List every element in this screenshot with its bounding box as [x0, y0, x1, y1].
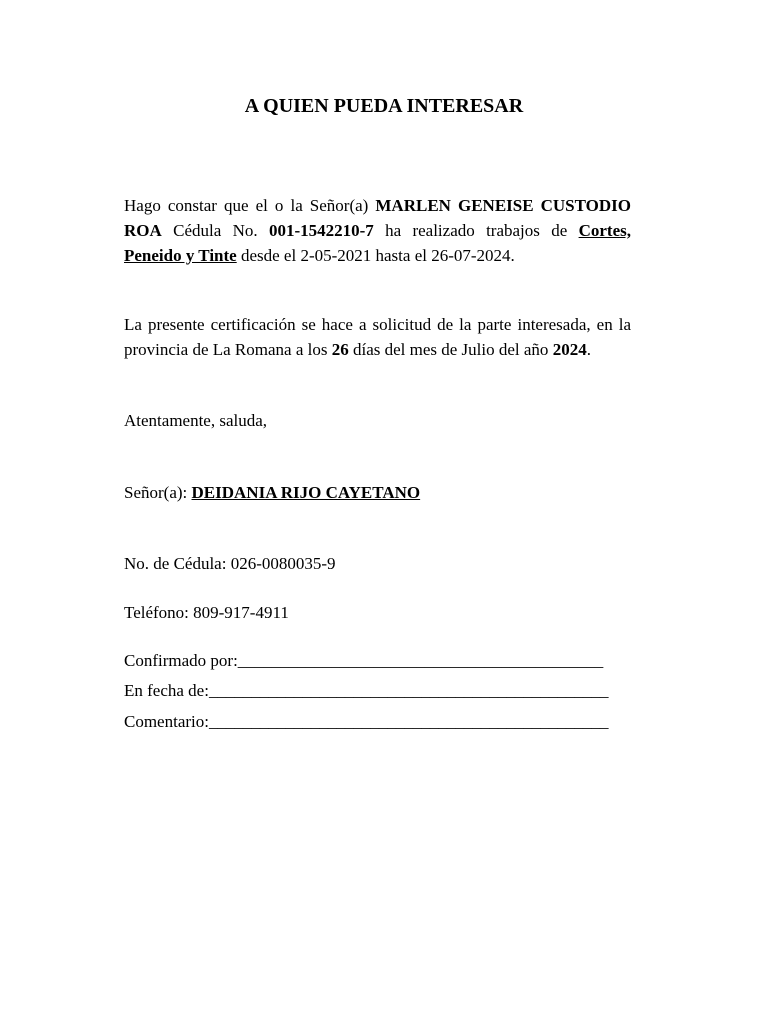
- paragraph-line-1: [124, 193, 631, 218]
- signer-line: [124, 480, 631, 505]
- comment-field: Comentario:_______________________________________________: [124, 712, 609, 731]
- worker-name-part2: ROA: [124, 221, 162, 240]
- signer-cedula: No. de Cédula: 026-0080035-9: [124, 554, 336, 573]
- day-value: 26: [331, 340, 349, 359]
- date-range-text: desde el 2-05-2021 hasta el 26-07-2024.: [236, 246, 515, 265]
- signer-name: DEIDANIA RIJO CAYETANO: [191, 483, 421, 502]
- signer-label: Señor(a):: [124, 483, 192, 502]
- closing-salutation: Atentamente, saluda,: [124, 411, 268, 430]
- paragraph-line-3: [124, 243, 631, 268]
- confirmed-by-field: Confirmado por:___________________________________________: [124, 651, 604, 670]
- request-text: La presente certificación se hace a solicitud de la parte interesada, en la provincia de La Romana a los: [124, 315, 631, 359]
- cedula-label: Cédula No.: [161, 221, 269, 240]
- work-type-part2: Peneido y Tinte: [124, 246, 237, 265]
- year-value: 2024: [552, 340, 587, 359]
- work-intro: ha realizado trabajos de: [373, 221, 579, 240]
- period-text: .: [586, 340, 591, 359]
- worker-name-part1: MARLEN GENEISE CUSTODIO: [375, 196, 631, 215]
- worker-cedula: 001-1542210-7: [268, 221, 374, 240]
- work-type-part1: Cortes,: [578, 221, 631, 240]
- signer-phone: Teléfono: 809-917-4911: [124, 603, 289, 622]
- paragraph-line-2: [124, 218, 631, 243]
- request-paragraph: [124, 312, 631, 362]
- document-title: A QUIEN PUEDA INTERESAR: [244, 95, 524, 117]
- intro-text: Hago constar que el o la Señor(a): [124, 196, 376, 215]
- month-text: días del mes de Julio del año: [348, 340, 553, 359]
- certification-paragraph: [124, 193, 631, 268]
- date-field: En fecha de:_______________________________________________: [124, 681, 609, 700]
